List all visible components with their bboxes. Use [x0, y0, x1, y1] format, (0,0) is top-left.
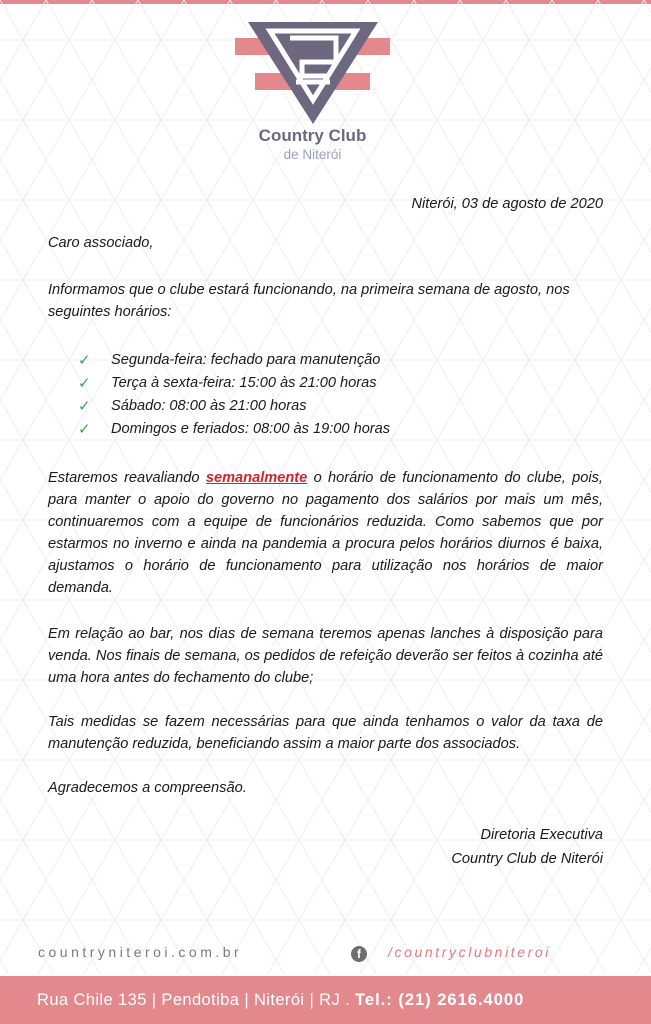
logo-name: Country Club — [258, 126, 367, 145]
schedule-item: ✓ Domingos e feriados: 08:00 às 19:00 horas — [78, 418, 603, 441]
schedule-list — [48, 349, 603, 441]
footer-links — [0, 944, 651, 966]
facebook-icon[interactable]: f — [351, 946, 367, 962]
footer-address: Rua Chile 135 | Pendotiba | Niterói | RJ . Tel.: (21) 2616.4000 — [37, 991, 525, 1009]
letter-thanks: Agradecemos a compreensão. — [48, 780, 247, 796]
schedule-item: ✓ Terça à sexta-feira: 15:00 às 21:00 horas — [78, 372, 603, 395]
check-icon: ✓ — [78, 352, 91, 369]
letter-intro: Informamos que o clube estará funcionando, na primeira semana de agosto, nos seguintes horários: — [48, 282, 570, 320]
schedule-item: ✓ Segunda-feira: fechado para manutenção — [78, 349, 603, 372]
paragraph-revaluation: Estaremos reavaliando semanalmente o horário de funcionamento do clube, pois, para manter o apoio do governo no pagamento dos salários por mais um mês, continuaremos com a equipe de funcionários reduzida. Como sabemos que por estarmos no inverno e ainda na pandemia a procura pelos horários diurnos é baixa, ajustamos o horário de funcionamento para utilização nos horários de maior demanda. — [48, 470, 603, 596]
highlight-weekly: semanalmente — [205, 470, 308, 486]
letter-body — [48, 193, 603, 871]
check-icon: ✓ — [78, 398, 91, 415]
paragraph-measures: Tais medidas se fazem necessárias para que ainda tenhamos o valor da taxa de manutenção reduzida, beneficiando assim a maior parte dos associados. — [48, 714, 603, 752]
footer-bar — [0, 976, 651, 1024]
signature-line2: Country Club de Niterói — [451, 851, 603, 867]
facebook-handle[interactable]: /countryclubniteroi — [388, 944, 552, 960]
club-logo — [230, 16, 395, 166]
logo-subtitle: de Niterói — [283, 147, 342, 162]
letter-greeting: Caro associado, — [48, 235, 154, 251]
schedule-item: ✓ Sábado: 08:00 às 21:00 horas — [78, 395, 603, 418]
footer-phone: Tel.: (21) 2616.4000 — [355, 991, 525, 1009]
signature — [48, 823, 603, 871]
check-icon: ✓ — [78, 421, 91, 438]
signature-line1: Diretoria Executiva — [480, 827, 603, 843]
logo-emblem — [230, 16, 395, 128]
website-link[interactable]: countryniteroi.com.br — [38, 944, 243, 960]
paragraph-bar: Em relação ao bar, nos dias de semana teremos apenas lanches à disposição para venda. Nos finais de semana, os pedidos de refeição deverão ser feitos à cozinha até uma hora antes do fechamento do clube; — [48, 626, 603, 686]
letter-date: Niterói, 03 de agosto de 2020 — [411, 196, 603, 212]
check-icon: ✓ — [78, 375, 91, 392]
